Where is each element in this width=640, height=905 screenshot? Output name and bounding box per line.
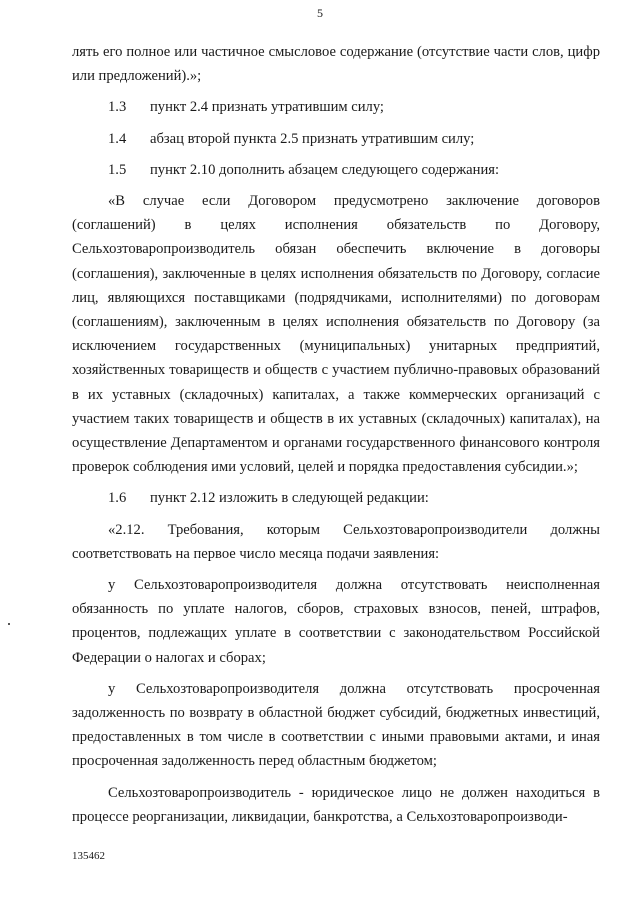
list-item-number: 1.5 [108,161,127,178]
paragraph-reorganization: Сельхозтоваропроизводитель - юридическое лицо не должен находиться в процессе реорганизации, ликвидации, банкротства, а Сельхозтоваропроизводи- [72,784,600,825]
list-item-1-6 [72,486,600,510]
paragraph-budget-debt: у Сельхозтоваропроизводителя должна отсутствовать просроченная задолженность по возврату в областной бюджет субсидий, бюджетных инвестиций, предоставленных в том числе в соответствии с иными правовыми актами, и иная просроченная задолженность перед областным бюджетом; [72,680,600,770]
list-item-1-3 [72,95,600,119]
paragraph-continuation: лять его полное или частичное смысловое содержание (отсутствие части слов, цифр или предложений).»; [72,44,600,85]
list-item-text: абзац второй пункта 2.5 признать утратившим силу; [150,130,475,147]
list-item-number: 1.6 [108,490,127,507]
list-item-text: пункт 2.4 признать утратившим силу; [150,99,384,116]
quoted-paragraph-contracts: «В случае если Договором предусмотрено заключение договоров (соглашений) в целях исполнения обязательств по Договору, Сельхозтоваропроизводитель обязан обеспечить включение в договоры (соглашения), заключенные в целях исполнения обязательств по Договору, согласие лиц, являющихся поставщиками (подрядчиками, исполнителями) по договорам (соглашениям), заключенным в целях исполнения обязательств по Договору (за исключением государственных (муниципальных) унитарных предприятий, хозяйственных товариществ и обществ с участием публично-правовых образований в их уставных (складочных) капиталах, а также коммерческих организаций с участием таких товариществ и обществ в их уставных (складочных) капиталах), на осуществление Департаментом и органами государственного финансового контроля проверок соблюдения ими условий, целей и порядка предоставления субсидии.»; [72,193,600,476]
list-item-text: пункт 2.12 изложить в следующей редакции: [150,490,429,507]
list-item-number: 1.4 [108,130,127,147]
list-item-1-4 [72,127,600,151]
quoted-paragraph-requirements: «2.12. Требования, которым Сельхозтоваропроизводители должны соответствовать на первое число месяца подачи заявления: [72,521,600,562]
list-item-number: 1.3 [108,99,127,116]
list-item-1-5 [72,158,600,182]
document-body [72,40,600,829]
paragraph-tax-obligations: у Сельхозтоваропроизводителя должна отсутствовать неисполненная обязанность по уплате налогов, сборов, страховых взносов, пеней, штрафов, процентов, подлежащих уплате в соответствии с законодательством Российской Федерации о налогах и сборах; [72,577,600,666]
scan-speck [8,623,10,625]
list-item-text: пункт 2.10 дополнить абзацем следующего содержания: [150,161,500,178]
page-number: 5 [317,6,323,20]
document-id: 135462 [72,850,105,862]
